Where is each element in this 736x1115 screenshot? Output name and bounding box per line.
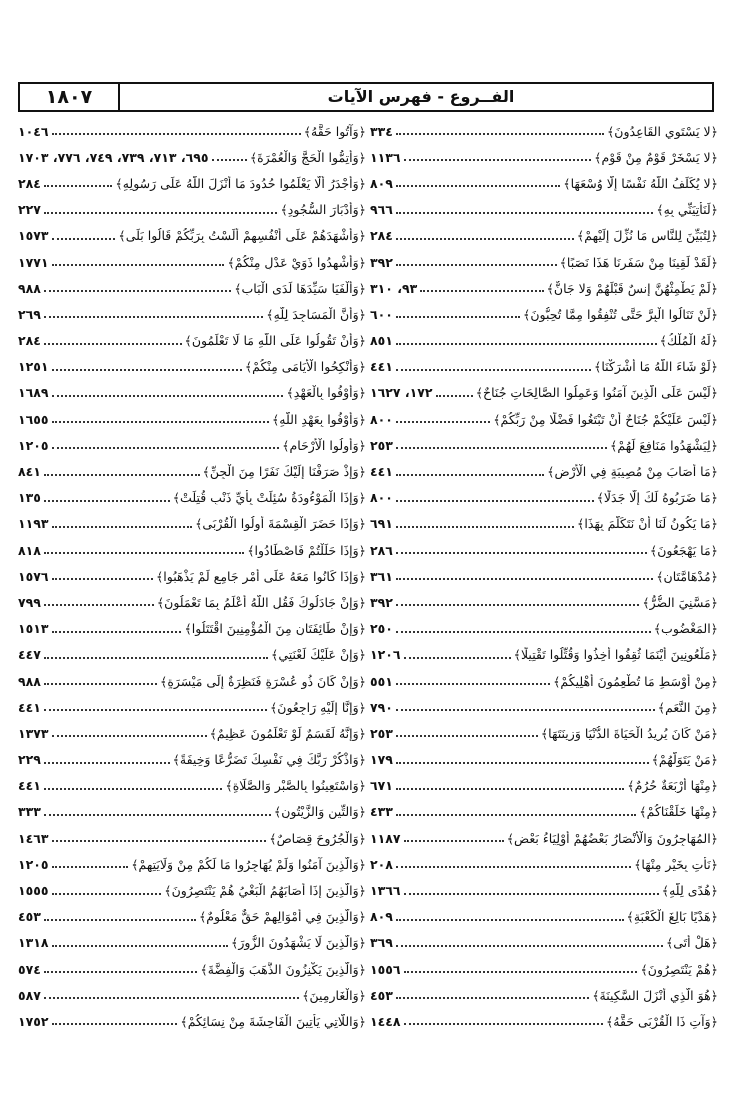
verse-text: ﴿وَآتُوا حَقَّهُ﴾	[303, 123, 366, 139]
page-reference: ٤٤١	[18, 778, 41, 794]
index-entry	[370, 851, 718, 877]
index-entry	[18, 406, 366, 432]
dot-leader	[396, 683, 550, 685]
index-entry	[18, 799, 366, 825]
dot-leader	[52, 893, 162, 895]
verse-text: ﴿وَإِذْ صَرَفْنَا إِلَيْكَ نَفَرًا مِنَ الْجِنِّ﴾	[202, 464, 366, 480]
index-entry	[370, 249, 718, 275]
dot-leader	[396, 238, 574, 240]
verse-text: ﴿وَإِنْ عَلَيْكَ لَعْنَتِي﴾	[271, 647, 366, 663]
page-reference: ٤٤١	[18, 699, 41, 715]
page-reference: ٤٤٧	[18, 647, 41, 663]
page-reference: ١٥٧٦	[18, 568, 49, 584]
index-column-left	[18, 118, 366, 1035]
page-reference: ١٣٥	[18, 490, 41, 506]
dot-leader	[396, 474, 544, 476]
verse-text: ﴿لَنْ تَنَالُوا الْبِرَّ حَتَّى تُنْفِقُوا مِمَّا تُحِبُّونَ﴾	[523, 306, 718, 322]
verse-text: ﴿وَاللَّاتِي يَأْتِينَ الْفَاحِشَةَ مِنْ نِسَائِكُمْ﴾	[180, 1013, 366, 1029]
page-reference: ١٥٧٣	[18, 228, 49, 244]
dot-leader	[44, 185, 112, 187]
verse-text: ﴿مَا أَصَابَ مِنْ مُصِيبَةٍ فِي الْأَرْضِ﴾	[547, 464, 718, 480]
verse-text: ﴿وَالْجُرُوحَ قِصَاصٌ﴾	[269, 830, 366, 846]
index-entry	[18, 668, 366, 694]
verse-text: ﴿وَإِذَا كَانُوا مَعَهُ عَلَى أَمْرٍ جَامِعٍ لَمْ يَذْهَبُوا﴾	[155, 568, 366, 584]
dot-leader	[44, 919, 196, 921]
page-reference: ١٦٥٥	[18, 411, 49, 427]
verse-text: ﴿وَأَجْدَرُ أَلَّا يَعْلَمُوا حُدُودَ مَا أَنْزَلَ اللَّهُ عَلَى رَسُولِهِ﴾	[115, 175, 366, 191]
page-reference: ١٢٥١	[18, 359, 49, 375]
index-entry	[18, 720, 366, 746]
page-reference: ٣٦٩	[370, 935, 393, 951]
dot-leader	[396, 316, 520, 318]
dot-leader	[396, 552, 647, 554]
dot-leader	[52, 421, 269, 423]
index-entry	[18, 249, 366, 275]
index-entry	[370, 956, 718, 982]
verse-text: ﴿لَهُ الْمُلْكُ﴾	[659, 333, 718, 349]
dot-leader	[44, 604, 154, 606]
dot-leader	[396, 264, 557, 266]
dot-leader	[396, 919, 624, 921]
page-reference: ١١٩٣	[18, 516, 49, 532]
index-entry	[18, 301, 366, 327]
page-reference: ٢٥٠	[370, 621, 393, 637]
index-entry	[370, 904, 718, 930]
dot-leader	[44, 709, 267, 711]
dot-leader	[396, 631, 651, 633]
dot-leader	[52, 264, 225, 266]
index-entry	[18, 563, 366, 589]
page-reference: ٨٥١	[370, 333, 393, 349]
verse-text: ﴿وَأَشْهِدُوا ذَوَيْ عَدْلٍ مِنْكُمْ﴾	[227, 254, 366, 270]
page-header	[18, 82, 714, 112]
page-reference: ٨٠٠	[370, 490, 393, 506]
index-column-right	[370, 118, 718, 1035]
verse-text: ﴿وَإِنَّا إِلَيْهِ رَاجِعُونَ﴾	[269, 699, 366, 715]
page-reference: ١٣٦٦	[370, 883, 401, 899]
index-entry	[18, 380, 366, 406]
verse-text: ﴿لا يَسْخَرْ قَوْمٌ مِنْ قَوْمٍ﴾	[594, 149, 718, 165]
page-reference: ٦٧١	[370, 778, 393, 794]
page-reference: ١٧٧١	[18, 254, 49, 270]
verse-text: ﴿وَالَّذِينَ آمَنُوا وَلَمْ يُهَاجِرُوا مَا لَكُمْ مِنْ وَلَايَتِهِمْ﴾	[131, 856, 366, 872]
dot-leader	[52, 447, 280, 449]
verse-text: ﴿وَإِذَا حَلَلْتُمْ فَاصْطَادُوا﴾	[247, 542, 366, 558]
page-reference: ١٧٥٢	[18, 1013, 49, 1029]
index-entry	[370, 432, 718, 458]
page-reference: ٢٨٤	[18, 333, 41, 349]
index-entry	[18, 616, 366, 642]
index-entry	[370, 275, 718, 301]
index-entry	[370, 720, 718, 746]
index-entry	[370, 799, 718, 825]
verse-text: ﴿هُمْ يَنْتَصِرُونَ﴾	[640, 961, 718, 977]
dot-leader	[396, 762, 649, 764]
page-reference: ٤٥٣	[370, 987, 393, 1003]
dot-leader	[52, 631, 182, 633]
dot-leader	[52, 1023, 178, 1025]
verse-text: ﴿وَاذْكُرْ رَبَّكَ فِي نَفْسِكَ تَضَرُّعًا وَخِيفَةً﴾	[172, 752, 366, 768]
dot-leader	[44, 997, 299, 999]
index-entry	[18, 642, 366, 668]
verse-text: ﴿لَمْ يَطْمِثْهُنَّ إِنسٌ قَبْلَهُمْ وَلا جَانٌّ﴾	[546, 280, 718, 296]
dot-leader	[396, 709, 655, 711]
dot-leader	[396, 500, 594, 502]
page-reference: ١٢٠٥	[18, 856, 49, 872]
verse-text: ﴿هُدًى لِلَّهِ﴾	[661, 883, 718, 899]
verse-text: ﴿وَإِذَا حَضَرَ الْقِسْمَةَ أُولُوا الْقُرْبَى﴾	[195, 516, 366, 532]
index-entry	[18, 328, 366, 354]
verse-text: ﴿وَإِنْ جَادَلُوكَ فَقُلِ اللَّهُ أَعْلَمُ بِمَا تَعْمَلُونَ﴾	[156, 594, 366, 610]
verse-text: ﴿لَيْسَ عَلَيْكُمْ جُنَاحٌ أَنْ تَبْتَغُوا فَضْلًا مِنْ رَبِّكُمْ﴾	[493, 411, 718, 427]
verse-text: ﴿وَأَنْ تَقُولُوا عَلَى اللَّهِ مَا لَا تَعْلَمُونَ﴾	[184, 333, 366, 349]
page-reference: ٤٣٣	[370, 804, 393, 820]
page-reference: ٦٩١	[370, 516, 393, 532]
verse-text: ﴿لِتُبَيِّنَ لِلنَّاسِ مَا نُزِّلَ إِلَيْهِمْ﴾	[576, 228, 718, 244]
verse-text: ﴿وَأَوْفُوا بِعَهْدِ اللَّهِ﴾	[271, 411, 366, 427]
dot-leader	[396, 212, 653, 214]
page-reference: ١٦٨٩	[18, 385, 49, 401]
page-reference: ٢٢٩	[18, 752, 41, 768]
page-reference: ٩٨٨	[18, 280, 41, 296]
dot-leader	[396, 814, 636, 816]
index-entry	[370, 301, 718, 327]
index-entry	[18, 275, 366, 301]
index-entry	[18, 982, 366, 1008]
verse-text: ﴿مَا يَكُونُ لَنَا أَنْ نَتَكَلَّمَ بِهَذَا﴾	[577, 516, 718, 532]
dot-leader	[44, 343, 182, 345]
verse-text: ﴿مُدْهَامَّتَانِ﴾	[656, 568, 718, 584]
page-reference: ٦٠٠	[370, 306, 393, 322]
page-reference: ١٥٥٦	[370, 961, 401, 977]
page-reference: ٢٠٨	[370, 856, 393, 872]
verse-text: ﴿مِنْهَا خَلَقْنَاكُمْ﴾	[639, 804, 718, 820]
index-entry	[18, 877, 366, 903]
dot-leader	[396, 997, 589, 999]
page-reference: ٨٠٩	[370, 175, 393, 191]
verse-text: ﴿وَأَوْفُوا بِالْعَهْدِ﴾	[286, 385, 366, 401]
verse-text: ﴿لا يَسْتَوِي القَاعِدُونَ﴾	[606, 123, 718, 139]
page-reference: ٢٨٤	[18, 175, 41, 191]
page-reference: ٢٢٧	[18, 202, 41, 218]
page-reference: ٣٦١	[370, 568, 393, 584]
dot-leader	[404, 657, 511, 659]
verse-text: ﴿مَا ضَرَبُوهُ لَكَ إِلَّا جَدَلًا﴾	[596, 490, 718, 506]
index-entry	[18, 825, 366, 851]
verse-text: ﴿وَإِنْ كَانَ ذُو عُسْرَةٍ فَنَظِرَةٌ إِلَى مَيْسَرَةٍ﴾	[160, 673, 366, 689]
index-entry	[18, 485, 366, 511]
page-reference: ١٣٧٣	[18, 725, 49, 741]
page-reference: ٥٧٤	[18, 961, 41, 977]
dot-leader	[396, 604, 639, 606]
dot-leader	[52, 238, 116, 240]
index-entry	[370, 825, 718, 851]
index-entry	[370, 930, 718, 956]
index-entry	[370, 328, 718, 354]
index-entry	[370, 642, 718, 668]
dot-leader	[44, 762, 170, 764]
page-reference: ٢٨٦	[370, 542, 393, 558]
dot-leader	[52, 526, 193, 528]
index-entry	[370, 380, 718, 406]
dot-leader	[404, 971, 638, 973]
dot-leader	[396, 447, 607, 449]
index-entry	[18, 694, 366, 720]
dot-leader	[52, 840, 267, 842]
verse-text: ﴿المُهَاجِرُونَ وَالْأَنْصَارُ بَعْضُهُمْ أَوْلِيَاءُ بَعْضٍ﴾	[506, 830, 718, 846]
page-reference: ٧٩٠	[370, 699, 393, 715]
verse-text: ﴿وَاسْتَعِينُوا بِالصَّبْرِ وَالصَّلَاةِ﴾	[225, 778, 366, 794]
index-entry	[370, 773, 718, 799]
dot-leader	[44, 474, 200, 476]
dot-leader	[396, 343, 657, 345]
dot-leader	[44, 788, 222, 790]
verse-text: ﴿مَسَّنِيَ الضُّرُّ﴾	[642, 594, 718, 610]
index-entry	[370, 118, 718, 144]
dot-leader	[396, 133, 604, 135]
dot-leader	[404, 159, 592, 161]
dot-leader	[52, 866, 129, 868]
verse-text: ﴿لا يُكَلِّفُ اللَّهُ نَفْسًا إِلَّا وُسْعَهَا﴾	[563, 175, 718, 191]
index-entry	[370, 1008, 718, 1034]
dot-leader	[420, 290, 543, 292]
index-entry	[370, 537, 718, 563]
index-entry	[370, 982, 718, 1008]
verse-text: ﴿لَقَدْ لَقِينَا مِنْ سَفَرِنَا هَذَا نَصَبًا﴾	[559, 254, 718, 270]
page-reference: ٨٤١	[18, 464, 41, 480]
verse-text: ﴿مَنْ يَتَوَلَّهُمْ﴾	[651, 752, 718, 768]
dot-leader	[44, 814, 271, 816]
verse-text: ﴿وَآتِ ذَا الْقُرْبَى حَقَّهُ﴾	[605, 1013, 718, 1029]
index-entry	[18, 589, 366, 615]
dot-leader	[436, 395, 473, 397]
index-entry	[370, 589, 718, 615]
page-reference: ١١٣٦	[370, 149, 401, 165]
verse-text: ﴿المَغْضُوبِ﴾	[653, 621, 718, 637]
verse-text: ﴿وَالَّذِينَ يَكْنِزُونَ الذَّهَبَ وَالْفِضَّةَ﴾	[200, 961, 366, 977]
dot-leader	[52, 395, 284, 397]
page-reference: ٣٩٢	[370, 254, 393, 270]
verse-text: ﴿هَلْ أَتَى﴾	[665, 935, 718, 951]
index-entry	[370, 197, 718, 223]
index-entry	[18, 511, 366, 537]
index-entry	[370, 223, 718, 249]
index-entry	[370, 406, 718, 432]
page-reference: ٨١٨	[18, 542, 41, 558]
index-entry	[18, 432, 366, 458]
dot-leader	[212, 159, 247, 161]
verse-text: ﴿وَالَّذِينَ لَا يَشْهَدُونَ الزُّورَ﴾	[231, 935, 366, 951]
index-entry	[370, 694, 718, 720]
page-reference: ٣٣٤	[370, 123, 393, 139]
verse-text: ﴿لَوْ شَاءَ اللَّهُ مَا أَشْرَكْنَا﴾	[594, 359, 718, 375]
verse-text: ﴿مِنَ النَّعَمِ﴾	[657, 699, 718, 715]
verse-text: ﴿وَإِنَّهُ لَقَسَمٌ لَوْ تَعْلَمُونَ عَظِيمٌ﴾	[209, 725, 366, 741]
dot-leader	[396, 185, 560, 187]
verse-text: ﴿وَإِذَا الْمَوْءُودَةُ سُئِلَتْ بِأَيِّ ذَنْبٍ قُتِلَتْ﴾	[172, 490, 366, 506]
index-entry	[18, 144, 366, 170]
page-reference: ١٥١٣	[18, 621, 49, 637]
page-reference: ٣٩٢	[370, 594, 393, 610]
page-reference: ٥٥١	[370, 673, 393, 689]
page-reference: ٢٨٤	[370, 228, 393, 244]
page-reference: ٢٥٣	[370, 437, 393, 453]
page-reference: ٢٦٩	[18, 306, 41, 322]
dot-leader	[404, 1023, 603, 1025]
dot-leader	[396, 945, 663, 947]
dot-leader	[396, 788, 624, 790]
page-reference: ٤٤١	[370, 359, 393, 375]
index-entry	[18, 851, 366, 877]
verse-text: ﴿وَأَنَّ الْمَسَاجِدَ لِلَّهِ﴾	[266, 306, 366, 322]
page-reference: ٤٤١	[370, 464, 393, 480]
dot-leader	[52, 369, 242, 371]
index-entry	[370, 877, 718, 903]
dot-leader	[44, 316, 263, 318]
index-entry	[18, 930, 366, 956]
page-reference: ٢٥٣	[370, 725, 393, 741]
index-entry	[18, 747, 366, 773]
index-entry	[370, 485, 718, 511]
index-entry	[370, 563, 718, 589]
page-reference: ١٣١٨	[18, 935, 49, 951]
page-reference: ١٤٤٨	[370, 1013, 401, 1029]
page-reference: ٦٩٥، ٧١٣، ٧٣٩، ٧٤٩، ٧٧٦، ١٧٠٣	[18, 149, 209, 165]
verse-text: ﴿مَا يَهْجَعُونَ﴾	[649, 542, 718, 558]
verse-text: ﴿نَأْتِ بِخَيْرٍ مِنْهَا﴾	[634, 856, 718, 872]
dot-leader	[52, 945, 228, 947]
verse-text: ﴿وَأَدْبَارَ السُّجُودِ﴾	[280, 202, 366, 218]
page-title: الفــروع - فهرس الآيات	[327, 87, 515, 106]
page-reference: ١٥٥٥	[18, 883, 49, 899]
page-reference: ١١٨٧	[370, 830, 401, 846]
verse-text: ﴿وَأُولُوا الْأَرْحَامِ﴾	[282, 437, 366, 453]
verse-text: ﴿لَيْسَ عَلَى الَّذِينَ آمَنُوا وَعَمِلُوا الصَّالِحَاتِ جُنَاحٌ﴾	[475, 385, 718, 401]
dot-leader	[396, 578, 653, 580]
dot-leader	[44, 971, 198, 973]
dot-leader	[44, 290, 231, 292]
dot-leader	[396, 735, 538, 737]
verse-text: ﴿هُوَ الَّذِي أَنْزَلَ السَّكِينَةَ﴾	[592, 987, 718, 1003]
page-reference: ٤٥٣	[18, 909, 41, 925]
dot-leader	[52, 133, 301, 135]
index-entry	[370, 668, 718, 694]
index-entry	[18, 904, 366, 930]
dot-leader	[44, 212, 278, 214]
index-entry	[370, 747, 718, 773]
page-reference: ١٧٩	[370, 752, 393, 768]
page-reference: ٨٠٩	[370, 909, 393, 925]
verse-text: ﴿مِنْ أَوْسَطِ مَا تُطْعِمُونَ أَهْلِيكُمْ﴾	[553, 673, 718, 689]
index-entry	[18, 1008, 366, 1034]
page-reference: ١٠٤٦	[18, 123, 49, 139]
verse-text: ﴿وَأَتِمُّوا الْحَجَّ وَالْعُمْرَةَ﴾	[249, 149, 366, 165]
verse-text: ﴿مَنْ كَانَ يُرِيدُ الْحَيَاةَ الدُّنْيَا وَزِينَتَهَا﴾	[540, 725, 718, 741]
index-entry	[18, 537, 366, 563]
index-entry	[370, 616, 718, 642]
page-reference: ١٧٢، ١٦٢٧	[370, 385, 433, 401]
index-entry	[18, 354, 366, 380]
verse-text: ﴿وَإِنْ طَائِفَتَانِ مِنَ الْمُؤْمِنِينَ اقْتَتَلُوا﴾	[184, 621, 366, 637]
verse-text: ﴿هَدْيًا بَالِغَ الْكَعْبَةِ﴾	[626, 909, 718, 925]
dot-leader	[396, 866, 631, 868]
verse-text: ﴿وَأَشْهَدَهُمْ عَلَى أَنْفُسِهِمْ أَلَسْتُ بِرَبِّكُمْ قَالُوا بَلَى﴾	[118, 228, 366, 244]
verse-text: ﴿مِنْهَا أَرْبَعَةٌ حُرُمٌ﴾	[627, 778, 718, 794]
page-reference: ٩٦٦	[370, 202, 393, 218]
dot-leader	[396, 526, 574, 528]
dot-leader	[52, 735, 207, 737]
verse-text: ﴿مَلْعُونِينَ أَيْنَمَا ثُقِفُوا أُخِذُوا وَقُتِّلُوا تَقْتِيلًا﴾	[513, 647, 718, 663]
dot-leader	[404, 840, 504, 842]
index-entry	[18, 458, 366, 484]
index-entry	[370, 144, 718, 170]
verse-text: ﴿لَنَأْتِيَنِّي بِهِ﴾	[656, 202, 718, 218]
verse-text: ﴿وَالَّذِينَ إِذَا أَصَابَهُمُ الْبَغْيُ هُمْ يَنْتَصِرُونَ﴾	[164, 883, 366, 899]
verse-text: ﴿وَالتِّينِ وَالزَّيْتُونِ﴾	[273, 804, 366, 820]
page-reference: ٣٣٣	[18, 804, 41, 820]
dot-leader	[44, 683, 157, 685]
page-reference: ٥٨٧	[18, 987, 41, 1003]
verse-text: ﴿وَأَنْكِحُوا الْأَيَامَى مِنْكُمْ﴾	[244, 359, 366, 375]
index-entry	[18, 170, 366, 196]
verse-text: ﴿وَالَّذِينَ فِي أَمْوَالِهِمْ حَقٌّ مَعْلُومٌ﴾	[198, 909, 366, 925]
dot-leader	[396, 369, 591, 371]
dot-leader	[396, 421, 490, 423]
index-entry	[370, 511, 718, 537]
index-entry	[18, 118, 366, 144]
dot-leader	[52, 578, 153, 580]
verse-text: ﴿وَالْغَارِمِينَ﴾	[302, 987, 366, 1003]
verse-text: ﴿وَأَلْفَيَا سَيِّدَهَا لَدَى الْبَابِ﴾	[234, 280, 366, 296]
index-entry	[18, 956, 366, 982]
index-entry	[18, 223, 366, 249]
page-reference: ٧٩٩	[18, 594, 41, 610]
index-entry	[370, 458, 718, 484]
index-entry	[370, 354, 718, 380]
page-number: ١٨٠٧	[20, 84, 120, 110]
page-reference: ١٢٠٥	[18, 437, 49, 453]
page-reference: ٨٠٠	[370, 411, 393, 427]
dot-leader	[44, 552, 244, 554]
page-reference: ١٢٠٦	[370, 647, 401, 663]
page-reference: ٩٨٨	[18, 673, 41, 689]
index-entry	[18, 773, 366, 799]
index-entry	[370, 170, 718, 196]
dot-leader	[404, 893, 659, 895]
page-reference: ١٤٦٣	[18, 830, 49, 846]
verse-text: ﴿لِيَشْهَدُوا مَنَافِعَ لَهُمْ﴾	[610, 437, 718, 453]
index-entry	[18, 197, 366, 223]
dot-leader	[44, 657, 268, 659]
page-reference: ٩٣، ٣١٠	[370, 280, 418, 296]
dot-leader	[44, 500, 170, 502]
